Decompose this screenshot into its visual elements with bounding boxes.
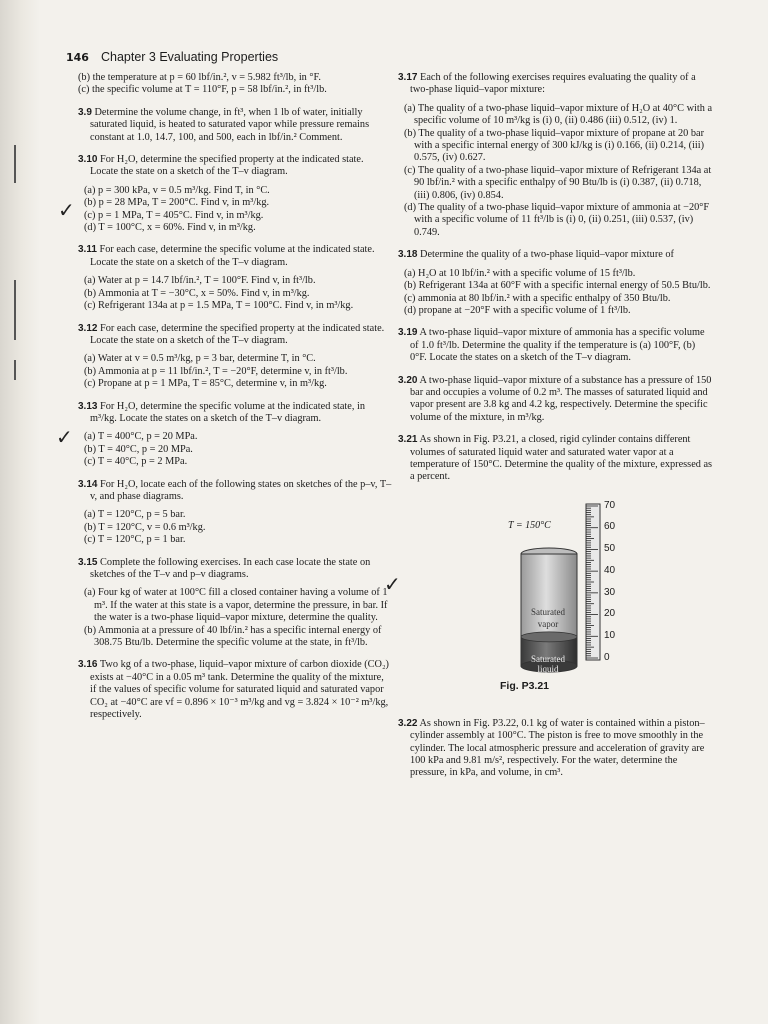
saturated-liquid-label: Saturated liquid <box>531 653 565 674</box>
problem-part: (b) Ammonia at a pressure of 40 lbf/in.² has a specific internal energy of 308.75 Btu/lb. Determine the specific volume at the state, in ft³/lb. <box>84 624 382 649</box>
problem-text: Complete the following exercises. In each case locate the state on sketches of the T–v and p–v diagrams. <box>90 556 371 580</box>
scale-tick-label: 30 <box>604 586 616 598</box>
problem-3-11 <box>78 244 392 312</box>
problem-part: (d) propane at −20°F with a specific volume of 1 ft³/lb. <box>404 304 631 316</box>
page-header <box>66 50 278 64</box>
problem-text: As shown in Fig. P3.22, 0.1 kg of water is contained within a piston–cylinder assembly at 100°C. The piston is free to move smoothly in the cylinder. The local atmospheric pressure and acceleration of gravity are 100 kPa and 9.81 m/s², respectively. For the water, determine the pressure, in kPa, and volume, in cm³. <box>410 717 705 779</box>
problem-part: (c) ammonia at 80 lbf/in.² with a specific enthalpy of 350 Btu/lb. <box>404 292 671 304</box>
figure-temperature-label: T = 150°C <box>508 519 551 531</box>
problem-text: Determine the quality of a two-phase liquid–vapor mixture of <box>420 249 674 261</box>
problem-part: (b) T = 120°C, v = 0.6 m³/kg. <box>84 521 206 533</box>
checkmark-icon: ✓ <box>58 198 75 222</box>
volume-scale-icon <box>584 494 604 674</box>
checkmark-icon: ✓ <box>56 425 73 449</box>
problem-part: (b) T = 40°C, p = 20 MPa. <box>84 443 193 455</box>
problem-3-13 <box>78 401 392 469</box>
problem-part: (a) T = 120°C, p = 5 bar. <box>84 509 186 521</box>
problem-part: (c) T = 120°C, p = 1 bar. <box>84 534 186 546</box>
problem-3-22 <box>398 718 713 780</box>
problem-part: (a) Water at v = 0.5 m³/kg, p = 3 bar, determine T, in °C. <box>84 353 316 365</box>
problem-number: 3.15 <box>78 556 98 568</box>
problem-part: (b) Refrigerant 134a at 60°F with a specific internal energy of 50.5 Btu/lb. <box>404 280 711 292</box>
problem-number: 3.20 <box>398 374 418 386</box>
problem-text: For H₂O, locate each of the following states on sketches of the p–v, T–v, and phase diagrams. <box>90 478 392 502</box>
figure-caption: Fig. P3.21 <box>500 679 550 692</box>
problem-part: (a) The quality of a two-phase liquid–vapor mixture of H₂O at 40°C with a specific volume of 10 m³/kg is (i) 0, (ii) 0.486 (iii) 0.512, (iv) 1. <box>404 102 713 127</box>
problem-part: (b) Ammonia at T = −30°C, x = 50%. Find v, in m³/kg. <box>84 287 310 299</box>
problem-text: For H₂O, determine the specified property at the indicated state. Locate the state on a sketch of the T–v diagram. <box>90 154 364 178</box>
problem-text: Each of the following exercises requires evaluating the quality of a two-phase liquid–vapor mixture: <box>410 72 696 96</box>
problem-number: 3.14 <box>78 478 98 490</box>
problem-part: (d) T = 100°C, x = 60%. Find v, in m³/kg. <box>84 222 256 234</box>
problem-3-10 <box>78 154 392 234</box>
scale-tick-label: 10 <box>604 630 616 642</box>
saturated-vapor-label: Saturated vapor <box>531 606 565 630</box>
problem-number: 3.18 <box>398 249 418 261</box>
problem-number: 3.21 <box>398 434 418 446</box>
problem-part: (a) T = 400°C, p = 20 MPa. <box>84 431 198 443</box>
problem-number: 3.16 <box>78 659 98 671</box>
problem-number: 3.22 <box>398 717 418 729</box>
problem-part: (a) Water at p = 14.7 lbf/in.², T = 100°F. Find v, in ft³/lb. <box>84 275 316 287</box>
problem-text: Determine the volume change, in ft³, when 1 lb of water, initially saturated liquid, is heated to saturated vapor while pressure remains constant at 1.0, 14.7, 100, and 500, each in lbf/in.² Comment. <box>90 106 370 143</box>
problem-number: 3.17 <box>398 72 418 83</box>
margin-pen-mark <box>14 145 16 183</box>
problem-part: (c) Propane at p = 1 MPa, T = 85°C, determine v, in m³/kg. <box>84 378 327 390</box>
problem-part: (b) Ammonia at p = 11 lbf/in.², T = −20°F, determine v, in ft³/lb. <box>84 365 348 377</box>
problem-3-17 <box>398 72 713 239</box>
problem-3-21 <box>398 434 713 484</box>
scale-tick-label: 60 <box>604 521 616 533</box>
carryover-part: (c) the specific volume at T = 110°F, p = 58 lbf/in.², in ft³/lb. <box>78 84 327 96</box>
margin-pen-mark <box>14 360 16 380</box>
scale-tick-label: 40 <box>604 564 616 576</box>
problem-part: (a) p = 300 kPa, v = 0.5 m³/kg. Find T, in °C. <box>84 184 270 196</box>
problem-part: (c) p = 1 MPa, T = 405°C. Find v, in m³/kg. <box>84 209 264 221</box>
checkmark-icon: ✓ <box>384 572 401 596</box>
problem-3-18 <box>398 249 713 317</box>
problem-text: For each case, determine the specific volume at the indicated state. Locate the state on a sketch of the T–v diagram. <box>90 244 375 268</box>
problem-3-14 <box>78 479 392 547</box>
problem-part: (c) Refrigerant 134a at p = 1.5 MPa, T = 100°C. Find v, in m³/kg. <box>84 300 354 312</box>
problem-part: (c) The quality of a two-phase liquid–vapor mixture of Refrigerant 134a at 90 lbf/in.² with a specific enthalpy of 90 Btu/lb is (i) 0.387, (ii) 0.718, (iii) 0.806, (iv) 0.854. <box>404 164 712 201</box>
problem-part: (a) H₂O at 10 lbf/in.² with a specific volume of 15 ft³/lb. <box>404 267 636 279</box>
scale-tick-label: 70 <box>604 499 616 511</box>
problem-3-16 <box>78 659 392 721</box>
problem-number: 3.9 <box>78 106 92 118</box>
problem-number: 3.10 <box>78 154 98 166</box>
right-column <box>398 72 713 790</box>
scale-tick-label: 50 <box>604 543 616 555</box>
margin-pen-mark <box>14 280 16 340</box>
problem-part: (a) Four kg of water at 100°C fill a closed container having a volume of 1 m³. If the water at this state is a vapor, determine the pressure, in bar. If the water is a two-phase liquid–vapor mixture, determine the quality. <box>84 587 388 624</box>
problem-part: (c) T = 40°C, p = 2 MPa. <box>84 456 188 468</box>
problem-number: 3.12 <box>78 322 98 334</box>
problem-3-12 <box>78 323 392 391</box>
problem-text: As shown in Fig. P3.21, a closed, rigid cylinder contains different volumes of saturated liquid water and saturated water vapor at a temperature of 150°C. Determine the quality of the mixture, expressed as a percent. <box>410 434 713 483</box>
binding-gutter <box>0 0 40 1024</box>
problem-3-9 <box>78 107 392 144</box>
problem-text: Two kg of a two-phase, liquid–vapor mixture of carbon dioxide (CO₂) exists at −40°C in a 0.05 m³ tank. Determine the quality of the mixture, if the values of specific volume for saturated liquid and saturated vapor CO₂ at −40°C are vf = 0.896 × 10⁻³ m³/kg and vg = 3.824 × 10⁻² m³/kg, respectively. <box>90 659 389 721</box>
problem-part: (b) p = 28 MPa, T = 200°C. Find v, in m³/kg. <box>84 197 270 209</box>
carryover-part: (b) the temperature at p = 60 lbf/in.², v = 5.982 ft³/lb, in °F. <box>78 72 321 83</box>
chapter-title: Chapter 3 Evaluating Properties <box>100 50 279 64</box>
problem-text: A two-phase liquid–vapor mixture of ammonia has a specific volume of 1.0 ft³/lb. Determine the quality if the temperature is (a) 100°F, (b) 0°F. Locate the states on a sketch of the T–v diagram. <box>410 327 705 364</box>
problem-text: For each case, determine the specified property at the indicated state. Locate the state on a sketch of the T–v diagram. <box>90 322 385 346</box>
problem-3-20 <box>398 375 713 425</box>
problem-number: 3.11 <box>78 244 97 256</box>
problem-text: For H₂O, determine the specific volume at the indicated state, in m³/kg. Locate the states on a sketch of the T–v diagram. <box>90 400 365 424</box>
problem-3-19 <box>398 327 713 364</box>
problem-number: 3.13 <box>78 400 98 412</box>
problem-text: A two-phase liquid–vapor mixture of a substance has a pressure of 150 bar and occupies a volume of 0.2 m³. The masses of saturated liquid and vapor present are 3.8 kg and 4.2 kg, respectively. Determine the specific volume of the mixture, in m³/kg. <box>410 374 712 423</box>
problem-part: (b) The quality of a two-phase liquid–vapor mixture of propane at 20 bar with a specific internal energy of 300 kJ/kg is (i) 0.166, (ii) 0.214, (iii) 0.575, (iv) 0.627. <box>404 127 705 164</box>
figure-p3-21 <box>398 494 713 704</box>
left-column <box>78 72 392 731</box>
page-number: 146 <box>66 51 89 64</box>
scale-tick-label: 0 <box>604 651 610 663</box>
scale-tick-label: 20 <box>604 608 616 620</box>
problem-number: 3.19 <box>398 327 418 339</box>
problem-part: (d) The quality of a two-phase liquid–vapor mixture of ammonia at −20°F with a specific volume of 11 ft³/lb is (i) 0, (ii) 0.251, (iii) 0.537, (iv) 0.749. <box>404 202 710 238</box>
problem-3-15 <box>78 557 392 650</box>
